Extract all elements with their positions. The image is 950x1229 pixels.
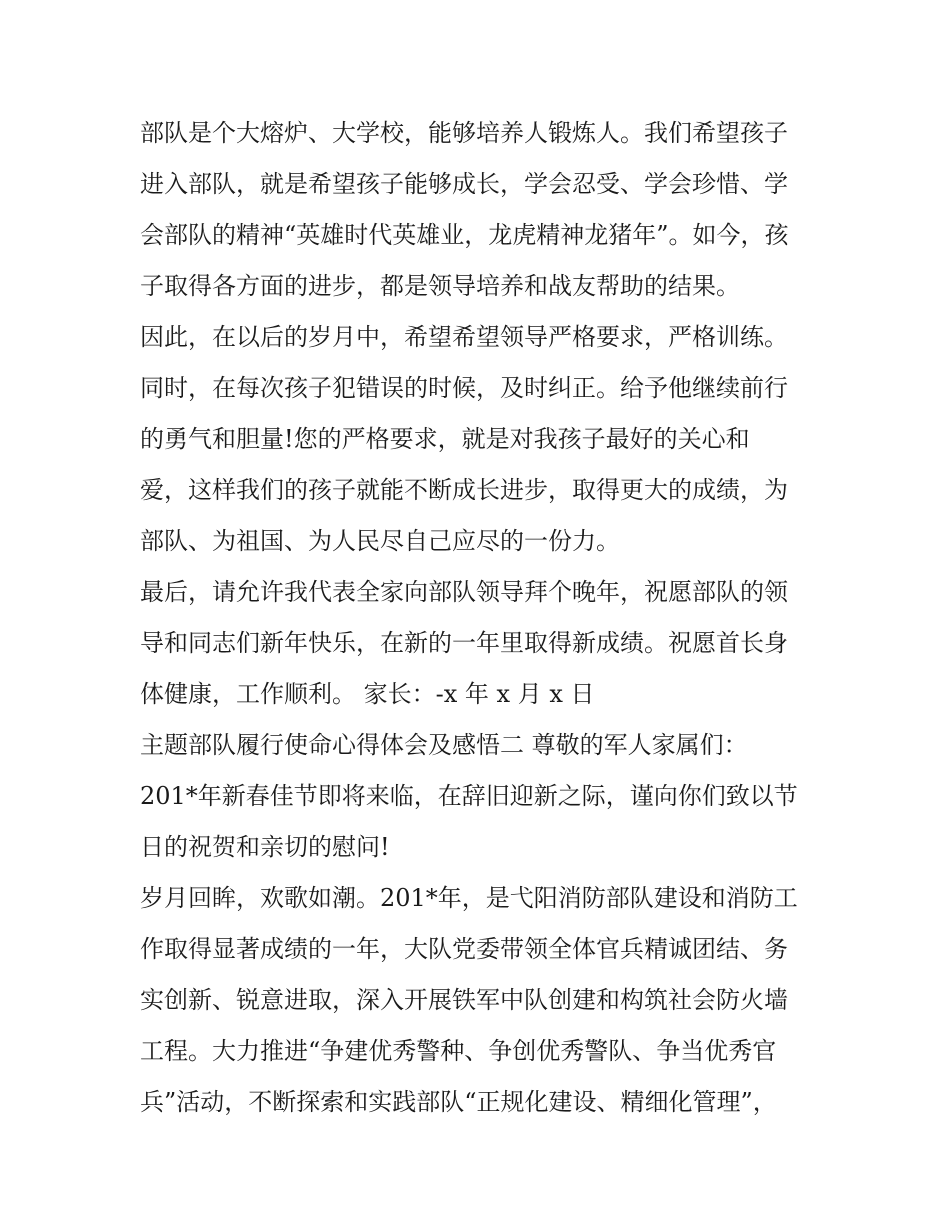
text-line: 部队是个大熔炉、大学校，能够培养人锻炼人。我们希望孩子 bbox=[140, 119, 788, 147]
text-line: 工程。大力推进“争建优秀警种、争创优秀警队、争当优秀官 bbox=[140, 1037, 777, 1065]
text-line: 201*年新春佳节即将来临，在辞旧迎新之际，谨向你们致以节 bbox=[140, 782, 798, 810]
text-line: 部队、为祖国、为人民尽自己应尽的一份力。 bbox=[140, 527, 620, 555]
text-line: 最后，请允许我代表全家向部队领导拜个晚年，祝愿部队的领 bbox=[140, 578, 788, 606]
document-body bbox=[140, 108, 820, 1128]
text-line: 会部队的精神“英雄时代英雄业，龙虎精神龙猪年”。如今，孩 bbox=[140, 221, 789, 249]
text-line: 进入部队，就是希望孩子能够成长，学会忍受、学会珍惜、学 bbox=[140, 170, 788, 198]
text-line: 岁月回眸，欢歌如潮。201*年，是弋阳消防部队建设和消防工 bbox=[140, 884, 798, 912]
text-line: 作取得显著成绩的一年，大队党委带领全体官兵精诚团结、务 bbox=[140, 935, 788, 963]
section-heading-line: 主题部队履行使命心得体会及感悟二 尊敬的军人家属们： bbox=[140, 731, 748, 759]
text-line: 因此，在以后的岁月中，希望希望领导严格要求，严格训练。 bbox=[140, 323, 788, 351]
text-line: 子取得各方面的进步，都是领导培养和战友帮助的结果。 bbox=[140, 272, 740, 300]
text-line: 实创新、锐意进取，深入开展铁军中队创建和构筑社会防火墙 bbox=[140, 986, 788, 1014]
text-line: 体健康，工作顺利。 家长：-x 年 x 月 x 日 bbox=[140, 680, 595, 708]
text-line: 爱，这样我们的孩子就能不断成长进步，取得更大的成绩，为 bbox=[140, 476, 788, 504]
text-line: 日的祝贺和亲切的慰问! bbox=[140, 833, 390, 861]
text-line: 兵”活动，不断探索和实践部队“正规化建设、精细化管理”， bbox=[140, 1088, 777, 1116]
text-line: 的勇气和胆量!您的严格要求，就是对我孩子最好的关心和 bbox=[140, 425, 750, 453]
text-line: 同时，在每次孩子犯错误的时候，及时纠正。给予他继续前行 bbox=[140, 374, 788, 402]
text-line: 导和同志们新年快乐，在新的一年里取得新成绩。祝愿首长身 bbox=[140, 629, 788, 657]
